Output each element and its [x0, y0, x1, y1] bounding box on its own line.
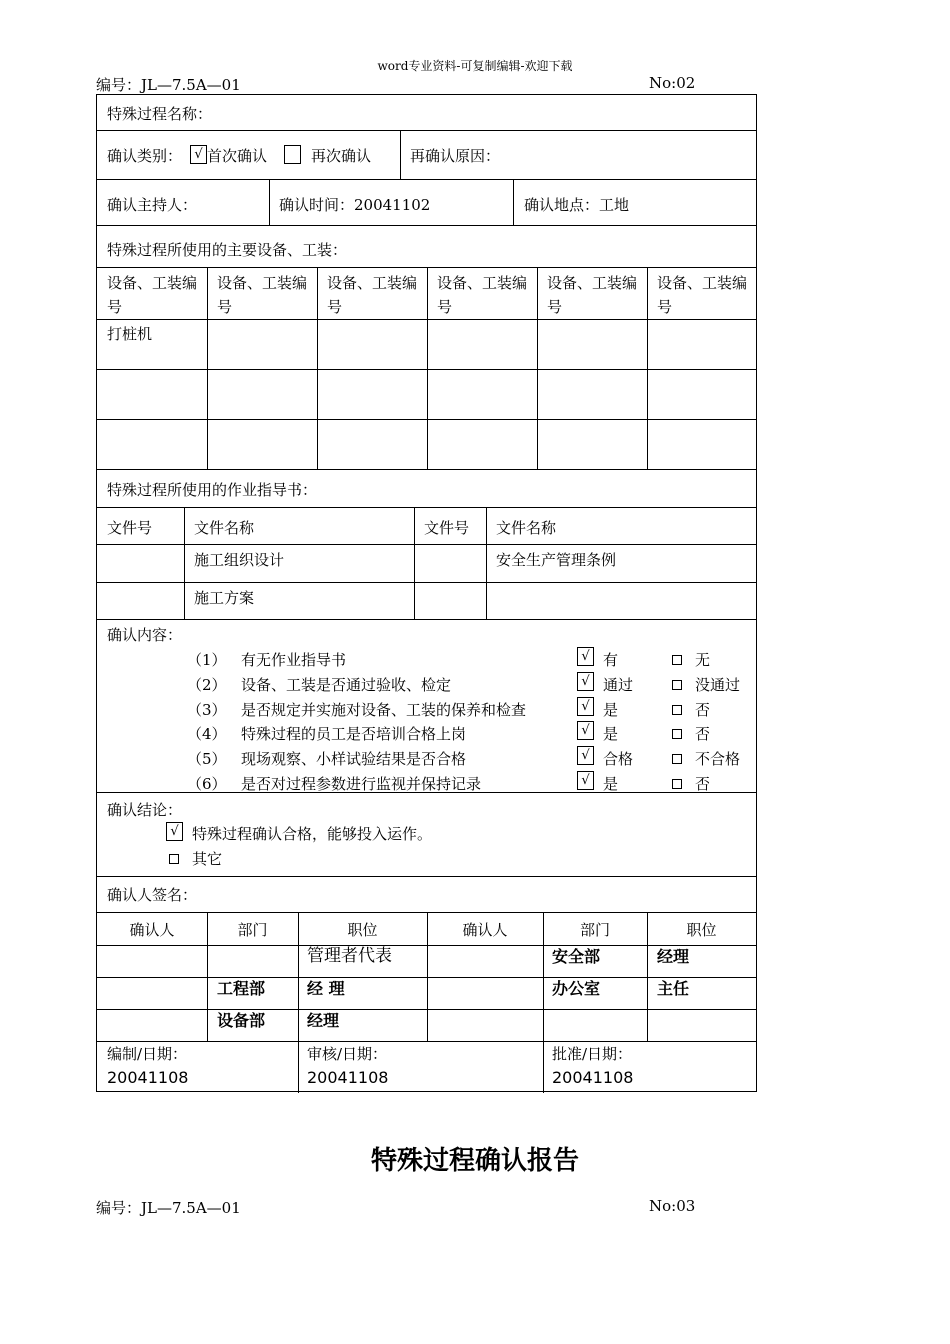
- content-item-yes-label: 合格: [603, 750, 634, 768]
- conclusion-other-checkbox[interactable]: [169, 854, 179, 864]
- content-item-no-checkbox[interactable]: [672, 655, 682, 665]
- sig-header-position-2: 职位: [686, 921, 717, 939]
- signature-label: 确认人签名：: [107, 886, 198, 904]
- content-label: 确认内容：: [107, 626, 183, 644]
- content-item-text: 有无作业指导书: [241, 651, 347, 669]
- conclusion-pass-text: 特殊过程确认合格，能够投入运作。: [192, 825, 433, 843]
- content-item-text: 是否对过程参数进行监视并保持记录: [241, 775, 482, 793]
- prepared-label: 编制/日期：: [107, 1045, 188, 1063]
- content-item-text: 设备、工装是否通过验收、检定: [241, 676, 452, 694]
- second-confirm-checkbox[interactable]: [284, 145, 301, 164]
- instr-header-docname-2: 文件名称: [496, 519, 557, 537]
- content-item-no-label: 没通过: [695, 676, 741, 694]
- confirm-place: 确认地点：工地: [524, 196, 630, 214]
- content-item-no-checkbox[interactable]: [672, 705, 682, 715]
- conclusion-pass-checkbox[interactable]: √: [166, 822, 183, 841]
- content-item-yes-label: 是: [603, 725, 619, 743]
- equipment-header-2: 设备、工装编号: [217, 274, 308, 316]
- content-item-text: 现场观察、小样试验结果是否合格: [241, 750, 467, 768]
- instr-header-docno-2: 文件号: [424, 519, 470, 537]
- content-item-no-checkbox[interactable]: [672, 680, 682, 690]
- sig-position: 经理: [307, 1011, 340, 1030]
- equipment-header-4: 设备、工装编号: [437, 274, 528, 316]
- equipment-header-3: 设备、工装编号: [327, 274, 418, 316]
- first-confirm-checkbox[interactable]: √: [190, 145, 207, 164]
- sig-header-person-2: 确认人: [462, 921, 508, 939]
- sig-position: 经 理: [307, 979, 345, 998]
- sig-header-person-1: 确认人: [129, 921, 175, 939]
- content-item-yes-checkbox[interactable]: √: [577, 672, 594, 691]
- content-item-yes-checkbox[interactable]: √: [577, 647, 594, 666]
- sig-header-dept-1: 部门: [237, 921, 268, 939]
- content-item-yes-label: 有: [603, 651, 619, 669]
- equipment-cell: 打桩机: [107, 325, 153, 343]
- content-item-number: （3）: [187, 701, 227, 719]
- sig-department: 办公室: [552, 979, 601, 998]
- content-item-no-label: 否: [695, 725, 711, 743]
- content-item-yes-label: 通过: [603, 676, 634, 694]
- process-name-label: 特殊过程名称：: [107, 105, 213, 123]
- content-item-no-label: 否: [695, 775, 711, 793]
- watermark-text: word专业资料-可复制编辑-欢迎下载: [377, 59, 573, 73]
- content-item-number: （6）: [187, 775, 227, 793]
- confirm-time: 确认时间：20041102: [279, 196, 431, 214]
- first-confirm-label: 首次确认: [207, 147, 268, 165]
- form-number: No:02: [649, 74, 696, 92]
- reviewed-label: 审核/日期：: [307, 1045, 388, 1063]
- content-item-no-checkbox[interactable]: [672, 754, 682, 764]
- instr-doc-name: 施工组织设计: [194, 551, 285, 569]
- reviewed-date: 20041108: [307, 1068, 389, 1087]
- content-item-yes-checkbox[interactable]: √: [577, 697, 594, 716]
- sig-position: 管理者代表: [307, 946, 392, 966]
- content-item-no-checkbox[interactable]: [672, 779, 682, 789]
- conclusion-label: 确认结论：: [107, 801, 183, 819]
- sig-header-position-1: 职位: [347, 921, 378, 939]
- host-label: 确认主持人：: [107, 196, 198, 214]
- next-page-code: 编号：JL—7.5A—01: [96, 1199, 241, 1217]
- form-code: 编号：JL—7.5A—01: [96, 76, 241, 94]
- content-item-yes-checkbox[interactable]: √: [577, 771, 594, 790]
- instr-header-docno-1: 文件号: [107, 519, 153, 537]
- next-page-number: No:03: [649, 1197, 696, 1215]
- content-item-no-label: 不合格: [695, 750, 741, 768]
- sig-position: 主任: [657, 979, 690, 998]
- sig-position: 经理: [657, 947, 690, 966]
- instr-doc-name: 施工方案: [194, 589, 255, 607]
- content-item-no-checkbox[interactable]: [672, 729, 682, 739]
- content-item-yes-label: 是: [603, 775, 619, 793]
- content-item-yes-checkbox[interactable]: √: [577, 746, 594, 765]
- approved-label: 批准/日期：: [552, 1045, 633, 1063]
- equipment-header-5: 设备、工装编号: [547, 274, 638, 316]
- equipment-section-label: 特殊过程所使用的主要设备、工装：: [107, 241, 348, 259]
- content-item-number: （4）: [187, 725, 227, 743]
- sig-header-dept-2: 部门: [579, 921, 610, 939]
- instructions-section-label: 特殊过程所使用的作业指导书：: [107, 481, 318, 499]
- equipment-header-1: 设备、工装编号: [107, 274, 198, 316]
- content-item-no-label: 否: [695, 701, 711, 719]
- sig-department: 工程部: [217, 979, 266, 998]
- content-item-number: （2）: [187, 676, 227, 694]
- second-confirm-label: 再次确认: [311, 147, 372, 165]
- sig-department: 设备部: [217, 1011, 266, 1030]
- next-page-title: 特殊过程确认报告: [370, 1146, 579, 1176]
- confirm-type-label: 确认类别：: [107, 147, 183, 165]
- equipment-header-6: 设备、工装编号: [657, 274, 748, 316]
- instr-header-docname-1: 文件名称: [194, 519, 255, 537]
- content-item-number: （1）: [187, 651, 227, 669]
- content-item-number: （5）: [187, 750, 227, 768]
- content-item-text: 是否规定并实施对设备、工装的保养和检查: [241, 701, 527, 719]
- approved-date: 20041108: [552, 1068, 634, 1087]
- content-item-text: 特殊过程的员工是否培训合格上岗: [241, 725, 467, 743]
- confirmation-form: [96, 94, 757, 1092]
- prepared-date: 20041108: [107, 1068, 189, 1087]
- content-item-no-label: 无: [695, 651, 711, 669]
- reconfirm-reason-label: 再确认原因：: [410, 147, 501, 165]
- content-item-yes-label: 是: [603, 701, 619, 719]
- sig-department: 安全部: [552, 947, 601, 966]
- instr-doc-name: 安全生产管理条例: [496, 551, 617, 569]
- conclusion-other-text: 其它: [192, 850, 223, 868]
- content-item-yes-checkbox[interactable]: √: [577, 721, 594, 740]
